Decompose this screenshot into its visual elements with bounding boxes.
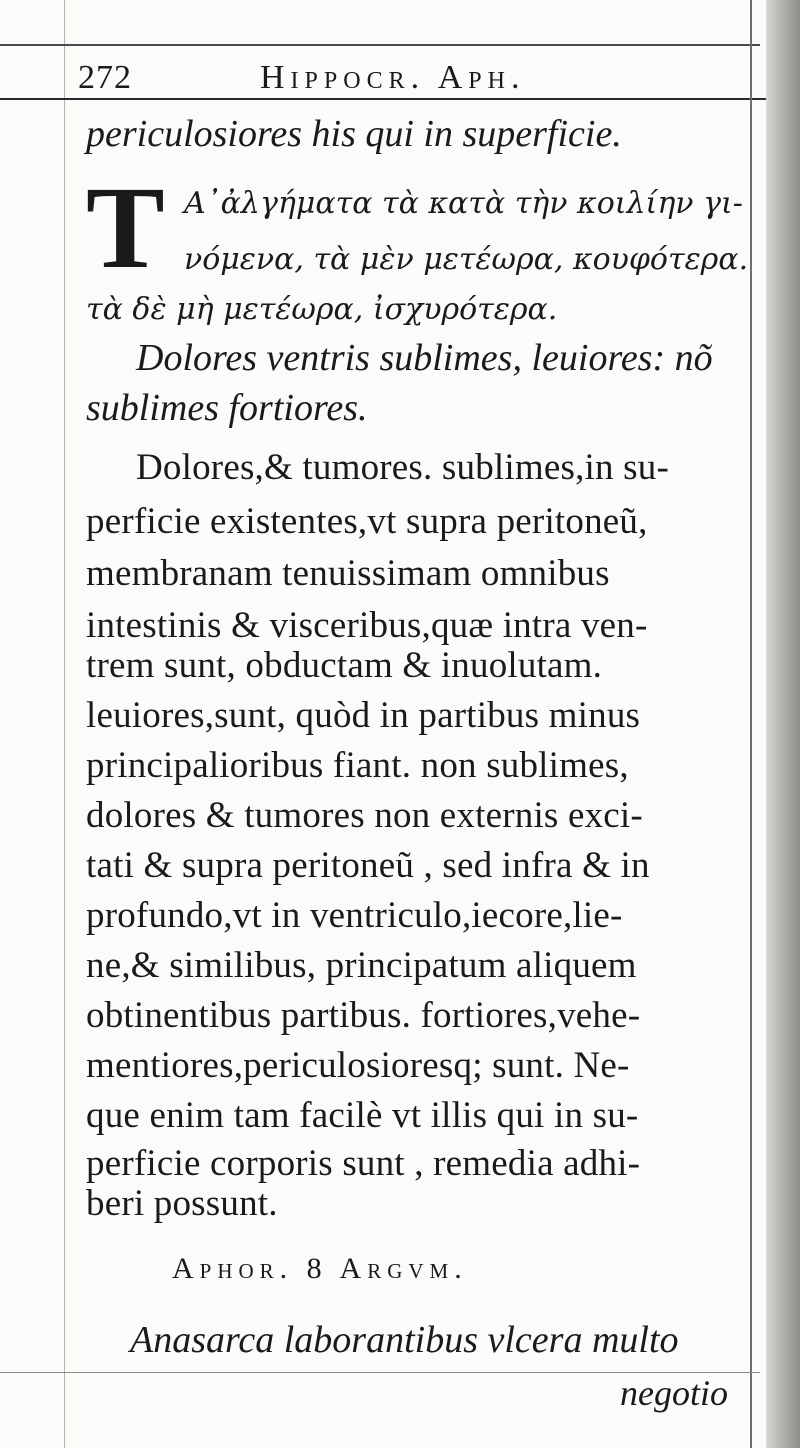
latin-translation-line-2: sublimes fortiores. [86, 387, 368, 429]
commentary-line: beri possunt. [86, 1183, 278, 1224]
commentary-line: tati & supra peritoneũ , sed infra & in [86, 845, 650, 886]
greek-line-3: τὰ δὲ μὴ μετέωρα, ἰσχυρότερα. [86, 292, 558, 327]
commentary-line: principalioribus fiant. non sublimes, [86, 745, 629, 786]
continuation-line: periculosiores his qui in superficie. [86, 113, 622, 155]
commentary-line: obtinentibus partibus. fortiores,vehe- [86, 995, 641, 1036]
next-aphorism-line: Anasarca laborantibus vlcera multo [130, 1319, 679, 1361]
commentary-line: Dolores,& tumores. sublimes,in su- [136, 447, 669, 488]
commentary-line: mentiores,periculosioresq; sunt. Ne- [86, 1045, 630, 1086]
commentary-line: trem sunt, obductam & inuolutam. [86, 645, 603, 686]
greek-line-2: νόμενα, τὰ μὲν μετέωρα, κουφότερα. [184, 242, 749, 277]
page-margin-line [64, 0, 65, 1448]
gutter-line [750, 0, 752, 1448]
commentary-line: profundo,vt in ventriculo,iecore,lie- [86, 895, 623, 936]
page-header [78, 58, 758, 98]
running-head: Hippocr. Aph. [260, 59, 526, 96]
header-rule [0, 98, 790, 100]
commentary-line: dolores & tumores non externis exci- [86, 795, 643, 836]
commentary-line: perficie corporis sunt , remedia adhi- [86, 1143, 641, 1184]
latin-translation-line-1: Dolores ventris sublimes, leuiores: nõ [136, 337, 713, 379]
commentary-line: perficie existentes,vt supra peritoneũ, [86, 501, 648, 542]
commentary-line: membranam tenuissimam omnibus [86, 553, 610, 594]
page-number: 272 [78, 59, 132, 96]
commentary-line: ne,& similibus, principatum aliquem [86, 945, 637, 986]
top-scan-edge [0, 44, 760, 46]
commentary-line: que enim tam facilè vt illis qui in su- [86, 1095, 639, 1136]
commentary-line: intestinis & visceribus,quæ intra ven- [86, 605, 648, 646]
facing-page-edge [766, 0, 800, 1448]
greek-line-1: Α᾽ἀλγήματα τὰ κατὰ τὴν κοιλίην γι- [184, 186, 743, 221]
catchword: negotio [620, 1373, 728, 1413]
drop-capital: T [86, 162, 165, 293]
commentary-line: leuiores,sunt, quòd in partibus minus [86, 695, 641, 736]
aphorism-heading: Aphor. 8 Argvm. [172, 1252, 468, 1285]
